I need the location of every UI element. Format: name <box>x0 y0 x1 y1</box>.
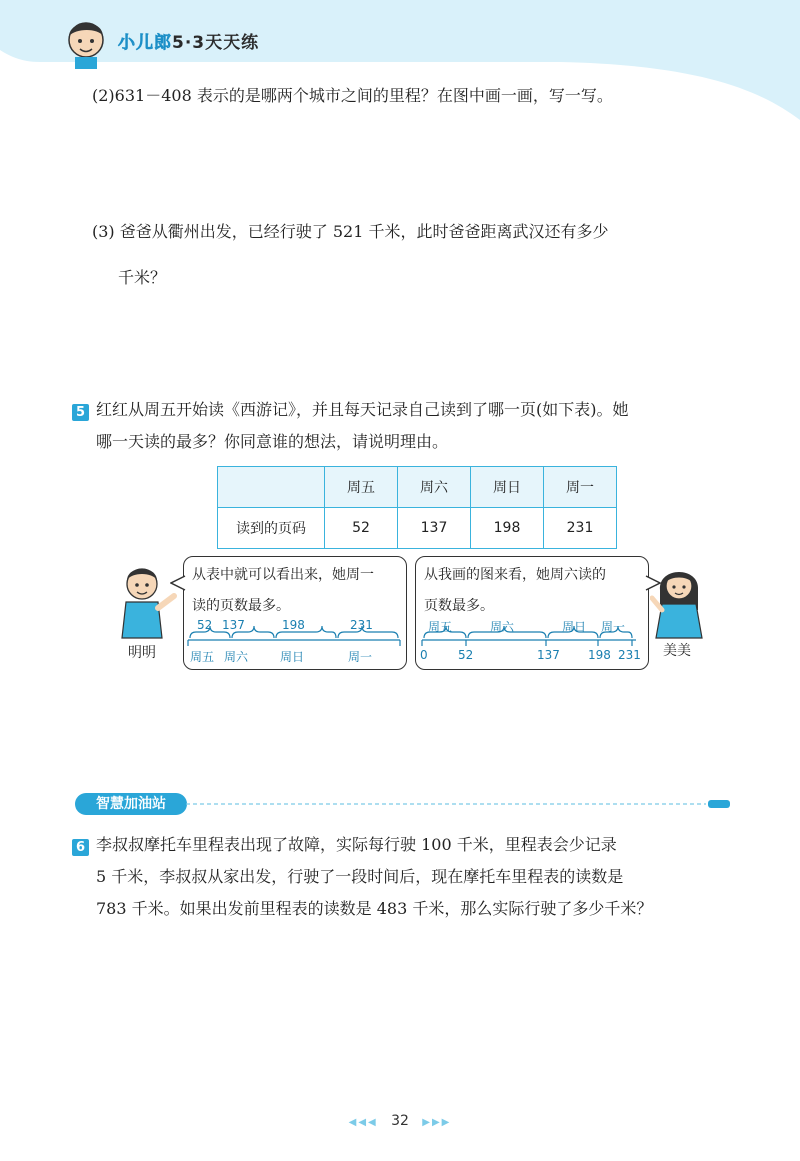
meimei-bottom-label: 0 <box>420 648 428 662</box>
page-number: 32 <box>391 1113 409 1129</box>
table-cell: 231 <box>544 508 617 549</box>
meimei-avatar-icon <box>650 560 710 640</box>
section-divider <box>186 798 734 810</box>
meimei-bottom-label: 198 <box>588 648 611 662</box>
table-row-label: 读到的页码 <box>218 508 325 549</box>
mingming-top-label: 137 <box>222 618 245 632</box>
meimei-bottom-label: 52 <box>458 648 474 662</box>
brand-title <box>118 28 259 53</box>
question-6-line3: 783 千米。如果出发前里程表的读数是 483 千米，那么实际行驶了多少千米？ <box>96 899 653 918</box>
table-header-cell: 周一 <box>544 467 617 508</box>
mingming-bottom-label: 周一 <box>348 650 373 664</box>
table-header-row <box>218 467 617 508</box>
meimei-top-label: 周五 <box>428 620 453 634</box>
brand-name: 小儿郎 <box>118 33 172 53</box>
mingming-line1: 从表中就可以看出来，她周一 <box>192 567 374 583</box>
meimei-bottom-label: 137 <box>537 648 560 662</box>
mingming-bottom-label: 周六 <box>224 650 249 664</box>
question-4-2: (2)631－408 表示的是哪两个城市之间的里程？在图中画一画，写一写。 <box>92 86 613 105</box>
mingming-bottom-label: 周五 <box>190 650 215 664</box>
table-cell: 198 <box>471 508 544 549</box>
section-title: 智慧加油站 <box>75 793 187 815</box>
mingming-bubble-tail <box>170 574 186 592</box>
mingming-top-label: 231 <box>350 618 373 632</box>
table-header-cell: 周六 <box>398 467 471 508</box>
question-4-3-line1: (3) 爸爸从衢州出发，已经行驶了 521 千米，此时爸爸距离武汉还有多少 <box>92 222 609 241</box>
question-6-line2: 5 千米，李叔叔从家出发，行驶了一段时间后，现在摩托车里程表的读数是 <box>96 867 624 886</box>
meimei-line2: 页数最多。 <box>424 598 494 614</box>
question-5-number: 5 <box>72 404 89 421</box>
mingming-line2: 读的页数最多。 <box>192 598 290 614</box>
table-row <box>218 508 617 549</box>
table-header-cell: 周日 <box>471 467 544 508</box>
table-header-cell <box>218 467 325 508</box>
question-4-3-line2: 千米？ <box>118 268 167 287</box>
question-5-line1: 红红从周五开始读《西游记》，并且每天记录自己读到了哪一页(如下表)。她 <box>96 400 629 419</box>
page-footer <box>0 1113 800 1129</box>
table-header-cell: 周五 <box>325 467 398 508</box>
mingming-name: 明明 <box>128 645 156 661</box>
brand-series: 5·3天天练 <box>172 33 260 53</box>
meimei-top-label: 周六 <box>490 620 515 634</box>
right-arrows-icon: ▶▶▶ <box>422 1117 452 1128</box>
table-cell: 137 <box>398 508 471 549</box>
meimei-name: 美美 <box>663 643 691 659</box>
boy-mascot-icon <box>58 14 114 70</box>
mingming-top-label: 52 <box>197 618 213 632</box>
table-cell: 52 <box>325 508 398 549</box>
meimei-top-label: 周日 <box>562 620 587 634</box>
meimei-line1: 从我画的图来看，她周六读的 <box>424 567 606 583</box>
meimei-bottom-label: 231 <box>618 648 641 662</box>
mingming-bottom-label: 周日 <box>280 650 305 664</box>
question-6-line1: 李叔叔摩托车里程表出现了故障，实际每行驶 100 千米，里程表会少记录 <box>96 835 617 854</box>
meimei-top-label: 周一 <box>601 620 626 634</box>
mingming-avatar-icon <box>112 560 182 640</box>
reading-table <box>217 466 617 549</box>
question-6-number: 6 <box>72 839 89 856</box>
question-5-line2: 哪一天读的最多？你同意谁的想法，请说明理由。 <box>96 432 449 451</box>
left-arrows-icon: ◀◀◀ <box>348 1117 378 1128</box>
mingming-top-label: 198 <box>282 618 305 632</box>
